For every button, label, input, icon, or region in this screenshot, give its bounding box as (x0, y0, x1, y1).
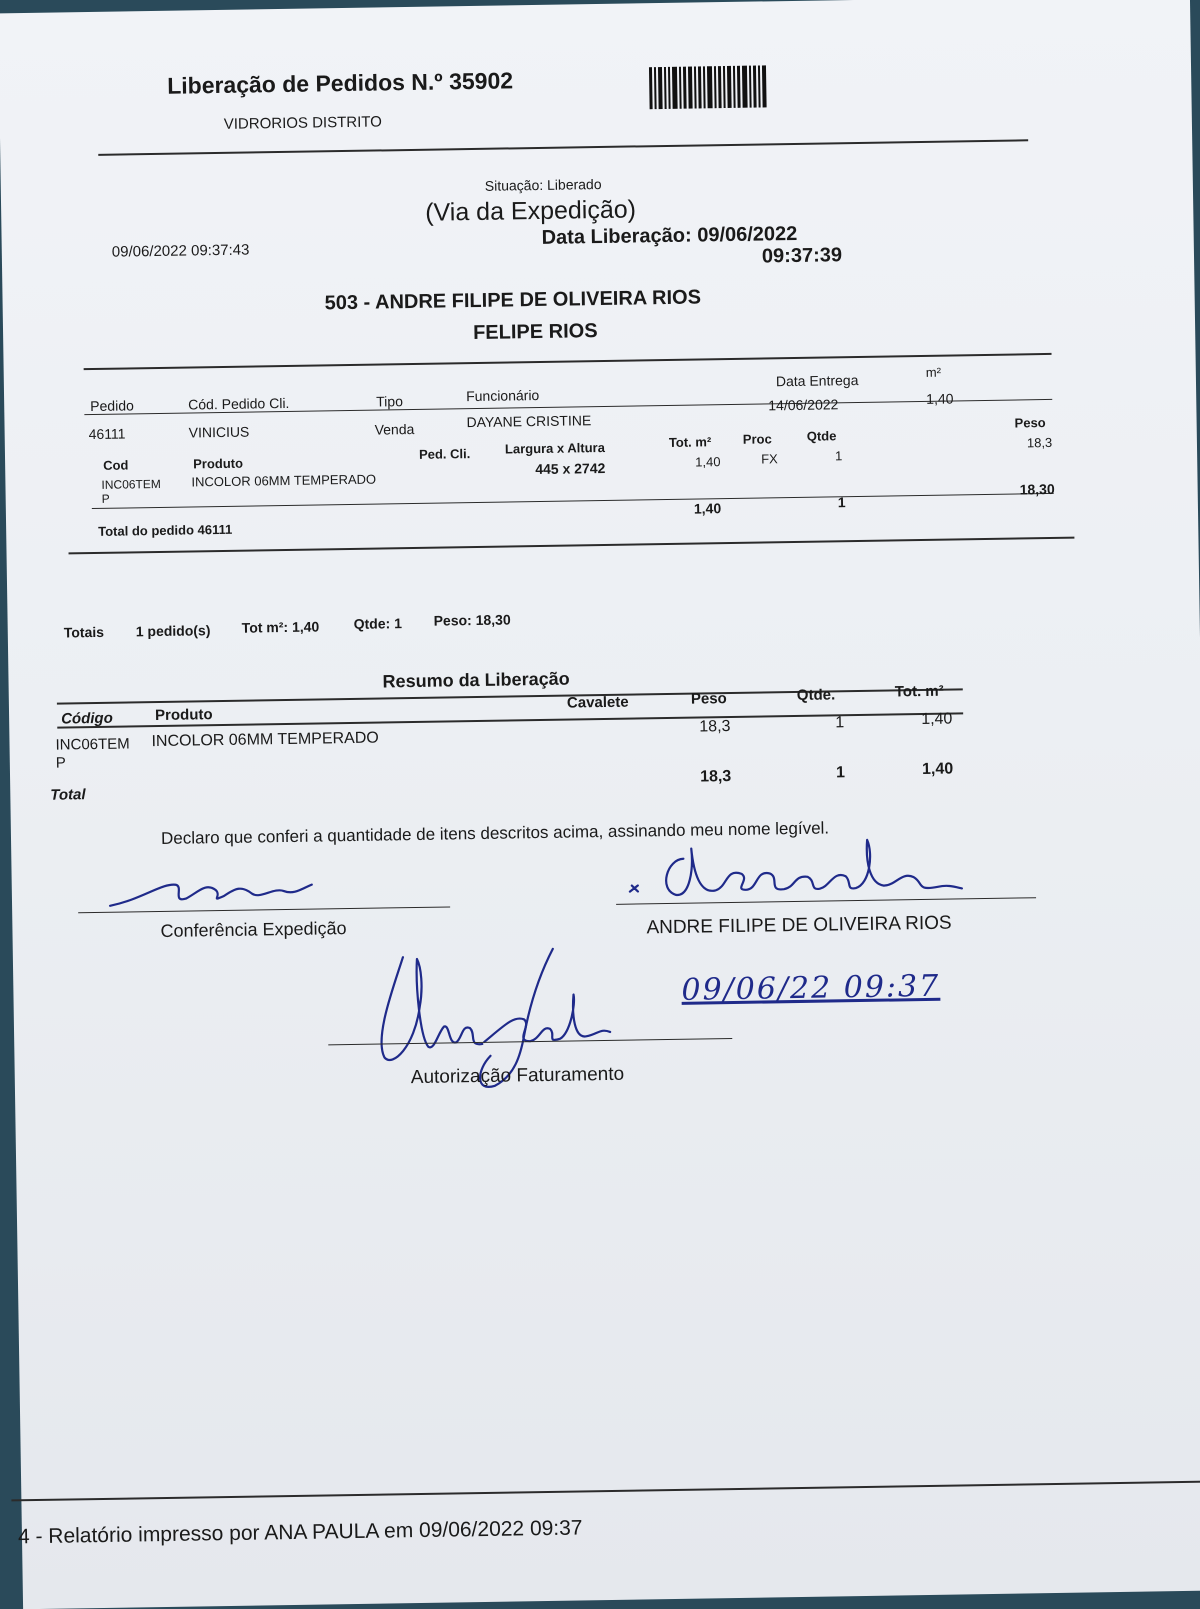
item-col-qtde: Qtde (806, 428, 837, 444)
via-label: (Via da Expedição) (425, 195, 637, 227)
resumo-col-qtde: Qtde. (796, 686, 836, 704)
resumo-title: Resumo da Liberação (382, 668, 570, 692)
item-cod-line1: INC06TEM (101, 476, 161, 492)
totais-peso: Peso: 18,30 (433, 611, 511, 629)
pedido-value: 46111 (88, 425, 126, 443)
order-total-qtde: 1 (837, 494, 846, 511)
resumo-codigo-line1: INC06TEM (55, 735, 130, 754)
footer-text: 4 - Relatório impresso por ANA PAULA em 09/06/2022 09:37 (17, 1516, 583, 1549)
item-col-tot-m2: Tot. m² (668, 434, 712, 450)
order-total-m2: 1,40 (693, 500, 722, 517)
totais-label: Totais (63, 623, 105, 641)
barcode (649, 65, 810, 110)
totais-tot-m2: Tot m²: 1,40 (241, 618, 320, 636)
resumo-total-qtde: 1 (835, 764, 846, 782)
resumo-col-codigo: Código (61, 709, 113, 728)
resumo-peso: 18,3 (699, 718, 731, 736)
situacao: Situação: Liberado (484, 175, 602, 194)
hora-liberacao: 09:37:39 (761, 244, 843, 268)
resumo-total-peso: 18,3 (699, 768, 732, 786)
resumo-produto: INCOLOR 06MM TEMPERADO (151, 729, 379, 751)
col-pedido: Pedido (90, 397, 134, 415)
col-data-entrega: Data Entrega (775, 371, 859, 390)
item-col-largura-altura: Largura x Altura (504, 439, 605, 457)
col-m2: m² (925, 364, 942, 380)
footer-rule (11, 1480, 1200, 1501)
item-peso: 18,3 (1026, 434, 1053, 451)
item-col-ped-cli: Ped. Cli. (418, 446, 471, 462)
resumo-tot-m2: 1,40 (921, 710, 953, 729)
declaracao-text: Declaro que conferi a quantidade de itens descritos acima, assinando meu nome legível. (160, 818, 830, 848)
resumo-total-m2: 1,40 (921, 760, 954, 779)
resumo-codigo-line2: P (55, 754, 66, 772)
item-largura-altura: 445 x 2742 (535, 459, 606, 478)
client-name: 503 - ANDRE FILIPE DE OLIVEIRA RIOS (324, 286, 702, 315)
order-total-peso: 18,30 (1019, 480, 1055, 498)
totais-pedidos: 1 pedido(s) (135, 622, 211, 640)
header-divider (98, 139, 1028, 156)
item-col-proc: Proc (742, 431, 772, 447)
cliente-signature (623, 824, 964, 909)
conferencia-label: Conferência Expedição (160, 918, 347, 942)
item-qtde: 1 (834, 448, 843, 464)
item-tot-m2: 1,40 (695, 454, 721, 470)
resumo-col-peso: Peso (690, 690, 727, 708)
col-cod-pedido-cli: Cód. Pedido Cli. (188, 394, 290, 413)
item-col-peso: Peso (1014, 415, 1046, 431)
client-nickname: FELIPE RIOS (472, 320, 598, 345)
resumo-col-tot-m2: Tot. m² (894, 682, 944, 701)
cliente-label: ANDRE FILIPE DE OLIVEIRA RIOS (646, 912, 952, 939)
order-bottom-rule (69, 537, 1075, 555)
resumo-col-produto: Produto (154, 706, 213, 725)
print-timestamp: 09/06/2022 09:37:43 (111, 241, 250, 261)
col-tipo: Tipo (376, 393, 404, 410)
resumo-col-cavalete: Cavalete (566, 693, 629, 712)
data-liberacao: Data Liberação: 09/06/2022 (541, 222, 798, 249)
document-title: Liberação de Pedidos N.º 35902 (166, 67, 514, 99)
col-funcionario: Funcionário (465, 386, 540, 405)
tipo-value: Venda (374, 420, 415, 438)
funcionario-value: DAYANE CRISTINE (466, 412, 592, 431)
item-proc: FX (761, 451, 778, 467)
resumo-total-label: Total (50, 786, 86, 804)
item-cod-line2: P (101, 491, 110, 506)
handwritten-date: 09/06/22 09:37 (681, 968, 941, 1008)
order-top-rule (84, 353, 1052, 370)
totais-qtde: Qtde: 1 (353, 615, 403, 632)
order-item-rule (92, 493, 1054, 509)
order-total-label: Total do pedido 46111 (98, 521, 233, 539)
item-produto: INCOLOR 06MM TEMPERADO (191, 471, 377, 490)
data-entrega-value: 14/06/2022 (768, 396, 839, 414)
item-col-cod: Cod (103, 457, 129, 473)
cod-pedido-cli-value: VINICIUS (188, 423, 250, 441)
resumo-qtde: 1 (835, 714, 845, 732)
m2-value: 1,40 (926, 390, 954, 407)
item-col-produto: Produto (193, 455, 244, 472)
company-name: VIDRORIOS DISTRITO (223, 113, 383, 133)
autorizacao-label: Autorização Faturamento (410, 1063, 625, 1089)
